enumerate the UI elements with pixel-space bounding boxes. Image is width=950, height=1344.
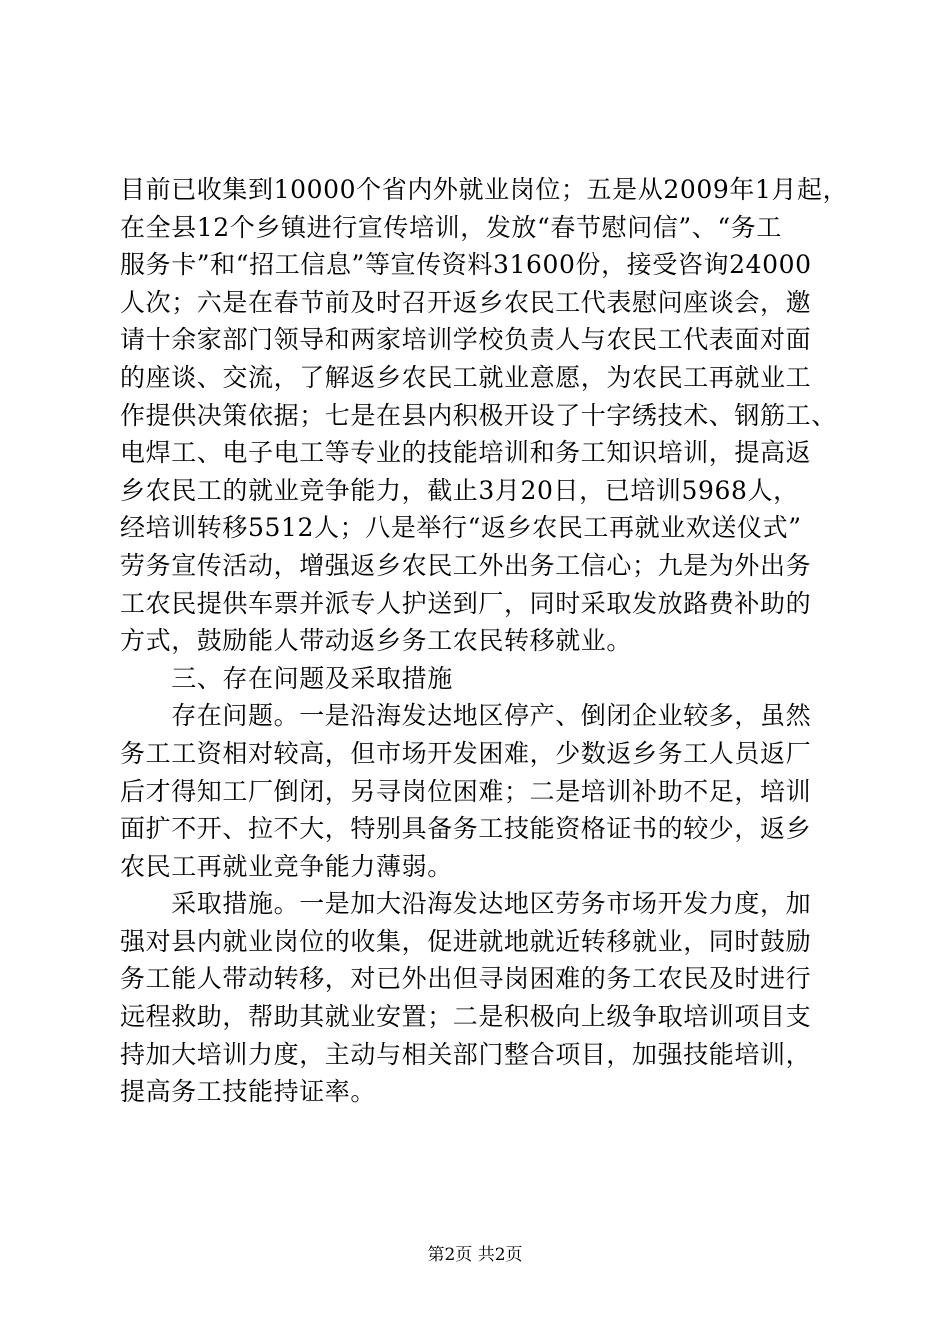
text-line: 作提供决策依据；七是在县内积极开设了十字绣技术、钢筋工、 [120,400,837,430]
text-line: 采取措施。一是加大沿海发达地区劳务市场开发力度，加 [120,889,812,919]
text-line: 服务卡”和“招工信息”等宣传资料31600份，接受咨询24000 [120,250,812,280]
text-line: 劳务宣传活动，增强返乡农民工外出务工信心；九是为外出务 [120,550,812,580]
text-line: 面扩不开、拉不大，特别具备务工技能资格证书的较少，返乡 [120,814,812,844]
page-number-footer: 第2页 共2页 [427,1245,523,1265]
text-line: 人次；六是在春节前及时召开返乡农民工代表慰问座谈会，邀 [120,287,812,317]
document-body [120,171,849,1111]
text-line: 持加大培训力度，主动与相关部门整合项目，加强技能培训， [120,1039,812,1069]
section-heading: 三、存在问题及采取措施 [120,663,453,693]
text-line: 务工能人带动转移，对已外出但寻岗困难的务工农民及时进行 [120,964,812,994]
text-line: 务工工资相对较高，但市场开发困难，少数返乡务工人员返厂 [120,738,812,768]
text-line: 远程救助，帮助其就业安置；二是积极向上级争取培训项目支 [120,1002,812,1032]
text-line: 提高务工技能持证率。 [120,1077,377,1107]
text-line: 强对县内就业岗位的收集，促进就地就近转移就业，同时鼓励 [120,926,812,956]
text-line: 后才得知工厂倒闭，另寻岗位困难；二是培训补助不足，培训 [120,776,812,806]
text-line: 方式，鼓励能人带动返乡务工农民转移就业。 [120,626,633,656]
text-line: 在全县12个乡镇进行宣传培训，发放“春节慰问信”、“务工 [120,212,782,242]
text-line: 目前已收集到10000个省内外就业岗位；五是从2009年1月起， [120,175,849,204]
text-line: 请十余家部门领导和两家培训学校负责人与农民工代表面对面 [120,325,812,355]
text-line: 农民工再就业竞争能力薄弱。 [120,851,453,881]
text-line: 存在问题。一是沿海发达地区停产、倒闭企业较多，虽然 [120,701,812,731]
text-line: 乡农民工的就业竞争能力，截止3月20日，已培训5968人， [120,475,799,505]
text-line: 经培训转移5512人；八是举行“返乡农民工再就业欢送仪式” [120,513,802,543]
text-line: 工农民提供车票并派专人护送到厂，同时采取发放路费补助的 [120,588,812,618]
text-line: 电焊工、电子电工等专业的技能培训和务工知识培训，提高返 [120,438,812,468]
text-line: 的座谈、交流，了解返乡农民工就业意愿，为农民工再就业工 [120,362,812,392]
